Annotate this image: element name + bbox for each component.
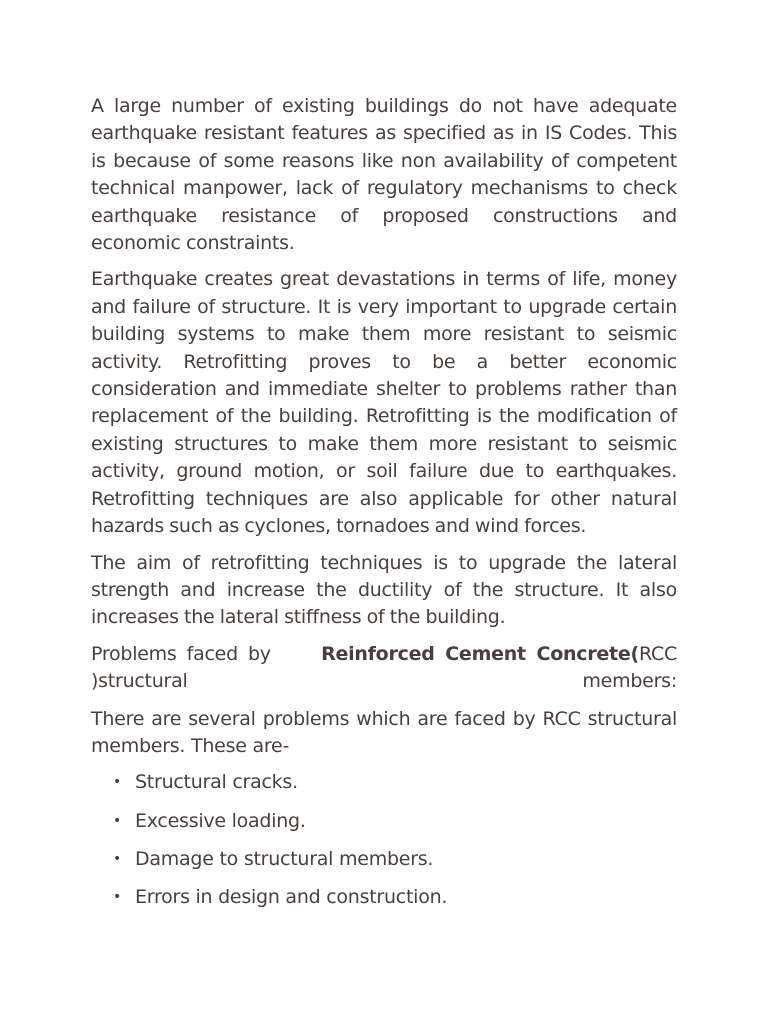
document-page xyxy=(91,93,677,922)
bullet-icon: • xyxy=(113,812,122,829)
problems-heading-bold: Reinforced Cement Concrete( xyxy=(321,642,639,665)
problems-heading xyxy=(91,641,677,696)
list-item xyxy=(91,846,677,873)
list-item xyxy=(91,808,677,835)
list-item-text: Errors in design and construction. xyxy=(135,885,448,908)
bullet-icon: • xyxy=(113,888,122,905)
problems-heading-suffix: )structural members: xyxy=(91,670,677,693)
problems-heading-prefix: Problems faced by xyxy=(91,642,271,665)
list-item xyxy=(91,884,677,911)
paragraph-earthquake-retrofitting: Earthquake creates great devastations in terms of life, money and failure of structure. It is very important to upgrade certain building systems to make them more resistant to seismic activity. Retrofitting proves to be a better economic consideration and immediate shelter to problems rather than replacement of the building. Retrofitting is the modification of existing structures to make them more resistant to seismic activity, ground motion, or soil failure due to earthquakes. Retrofitting techniques are also applicable for other natural hazards such as cyclones, tornadoes and wind forces. xyxy=(91,268,677,538)
bullet-icon: • xyxy=(113,774,122,791)
list-item-text: Damage to structural members. xyxy=(135,847,434,870)
paragraph-retrofitting-aim: The aim of retrofitting techniques is to upgrade the lateral strength and increase the ductility of the structure. It also increases the lateral stiffness of the building. xyxy=(91,551,677,629)
paragraph-existing-buildings: A large number of existing buildings do not have adequate earthquake resistant features as specified as in IS Codes. This is because of some reasons like non availability of competent technical manpower, lack of regulatory mechanisms to check earthquake resistance of proposed constructions and economic constraints. xyxy=(91,95,677,255)
bullet-icon: • xyxy=(113,850,122,867)
problems-heading-abbr: RCC xyxy=(638,642,677,665)
list-item-text: Structural cracks. xyxy=(135,771,298,794)
list-item xyxy=(91,769,677,796)
problems-list xyxy=(91,769,677,911)
problems-intro: There are several problems which are faced by RCC structural members. These are- xyxy=(91,707,677,757)
list-item-text: Excessive loading. xyxy=(135,809,306,832)
